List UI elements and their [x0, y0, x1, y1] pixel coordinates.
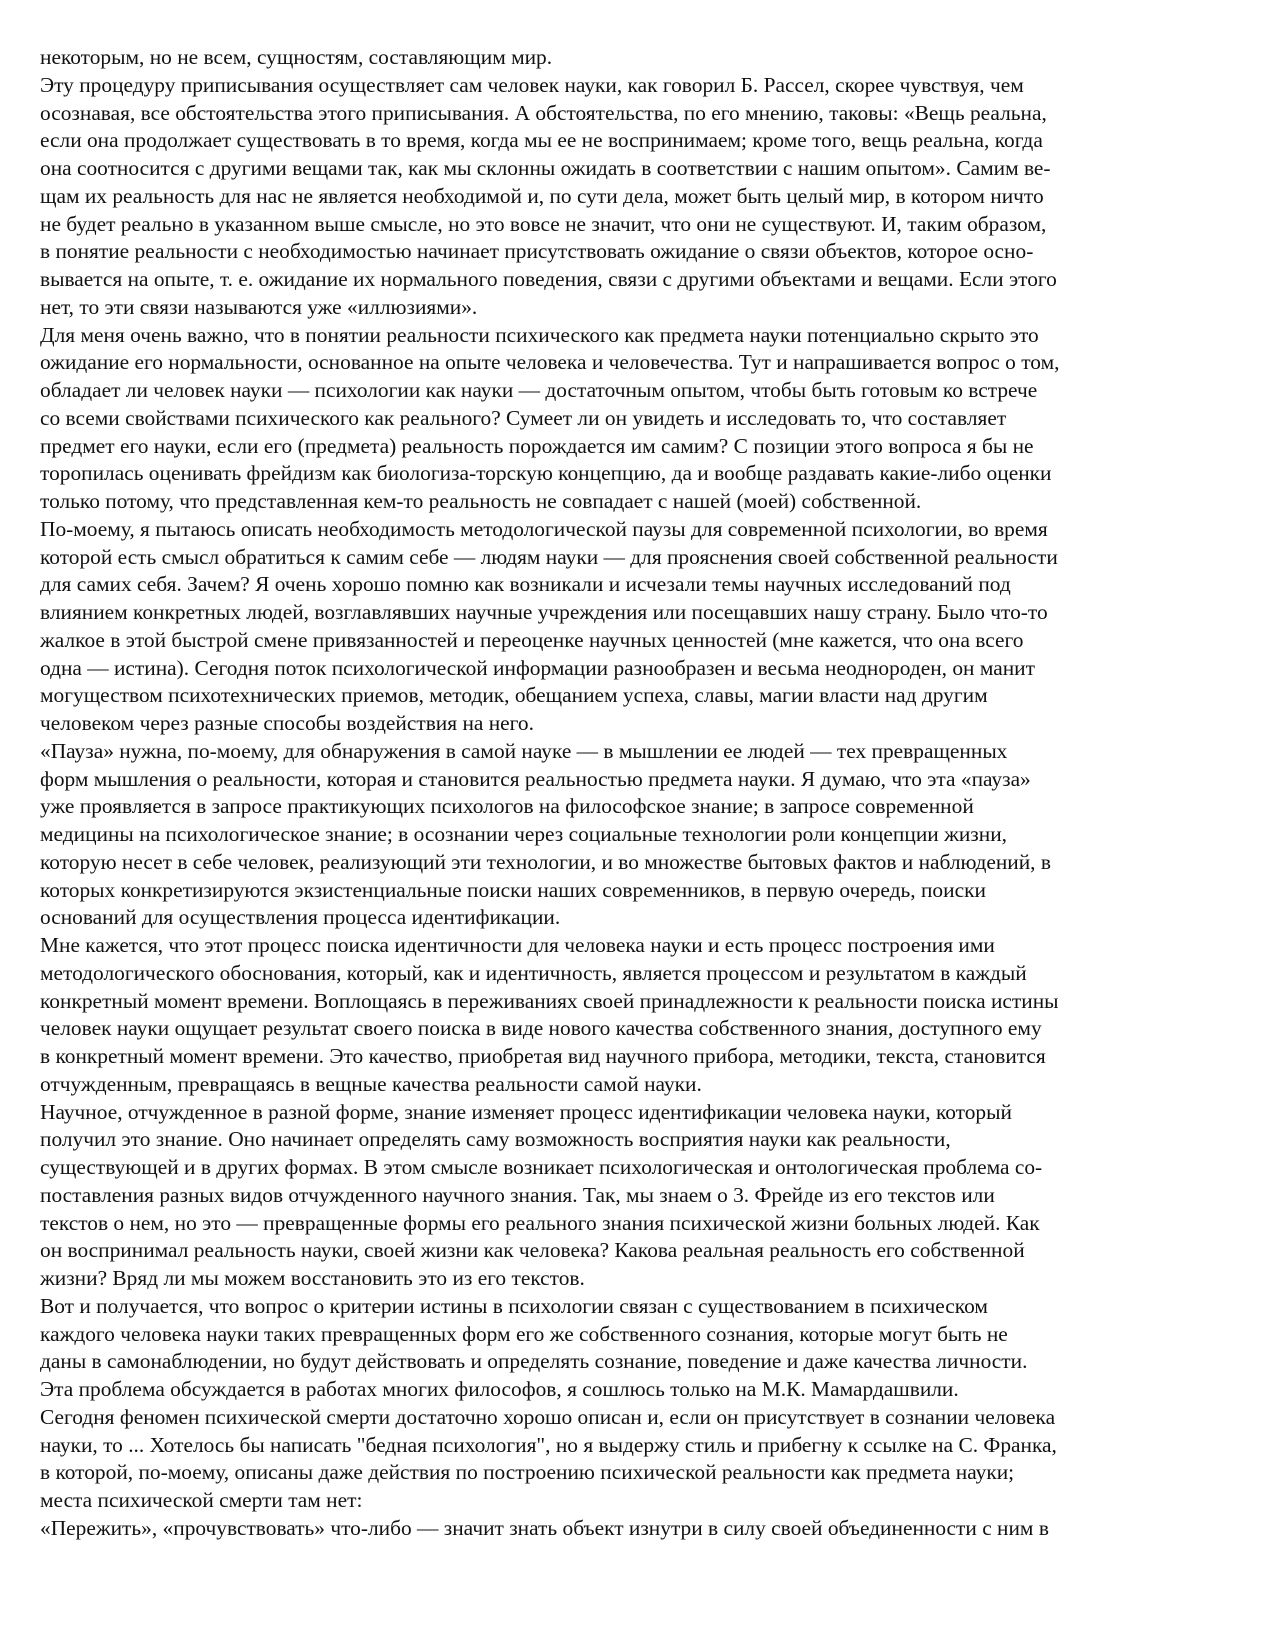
- document-page: [40, 44, 1240, 1543]
- paragraph-10: «Пережить», «прочувствовать» что-либо — значит знать объект изнутри в силу своей объединенности с ним в: [40, 1515, 1049, 1540]
- paragraph-3: Для меня очень важно, что в понятии реальности психического как предмета науки потенциально скрыто это ожидание его нормальности, основанное на опыте человека и человечества. Тут и напрашивается вопрос о том, обладает ли человек науки — психологии как науки — достаточным опытом, чтобы быть готовым ко встрече со всеми свойствами психического как реального? Сумеет ли он увидеть и исследовать то, что составляет предмет его науки, если его (предмета) реальность порождается им самим? С позиции этого вопроса я бы не торопилась оценивать фрейдизм как биологиза-торскую концепцию, да и вообще раздавать какие-либо оценки только потому, что представленная кем-то реальность не совпадает с нашей (моей) собственной.: [40, 322, 1060, 513]
- paragraph-9: Сегодня феномен психической смерти достаточно хорошо описан и, если он присутствует в сознании человека науки, то ... Хотелось бы написать "бедная психология", но я выдержу стиль и прибегну к ссылке на С. Франка, в которой, по-моему, описаны даже действия по построению психической реальности как предмета науки; места психической смерти там нет:: [40, 1404, 1057, 1512]
- paragraph-1: некоторым, но не всем, сущностям, составляющим мир.: [40, 45, 553, 69]
- paragraph-5: «Пауза» нужна, по-моему, для обнаружения в самой науке — в мышлении ее людей — тех превращенных форм мышления о реальности, которая и становится реальностью предмета науки. Я думаю, что эта «пауза» уже проявляется в запросе практикующих психологов на философское знание; в запросе современной медицины на психологическое знание; в осознании через социальные технологии роли концепции жизни, которую несет в себе человек, реализующий эти технологии, и во множестве бытовых фактов и наблюдений, в которых конкретизируются экзистенциальные поиски наших современников, в первую очередь, поиски оснований для осуществления процесса идентификации.: [40, 738, 1051, 930]
- paragraph-8: Вот и получается, что вопрос о критерии истины в психологии связан с существованием в психическом каждого человека науки таких превращенных форм его же собственного сознания, которые могут быть не даны в самонаблюдении, но будут действовать и определять сознание, поведение и даже качества личности. Эта проблема обсуждается в работах многих философов, я сошлюсь только на М.К. Мамардашвили.: [40, 1293, 1028, 1401]
- paragraph-7: Научное, отчужденное в разной форме, знание изменяет процесс идентификации человека науки, который получил это знание. Оно начинает определять саму возможность восприятия науки как реальности, существующей и в других формах. В этом смысле возникает психологическая и онтологическая проблема со- поставления разных видов отчужденного научного знания. Так, мы знаем о 3. Фрейде из его текстов или текстов о нем, но это — превращенные формы его реального знания психической жизни больных людей. Как он воспринимал реальность науки, своей жизни как человека? Какова реальная реальность его собственной жизни? Вряд ли мы можем восстановить это из его текстов.: [40, 1099, 1043, 1290]
- paragraph-4: По-моему, я пытаюсь описать необходимость методологической паузы для современной психологии, во время которой есть смысл обратиться к самим себе — людям науки — для прояснения своей собственной реальности для самих себя. Зачем? Я очень хорошо помню как возникали и исчезали темы научных исследований под влиянием конкретных людей, возглавлявших научные учреждения или посещавших нашу страну. Было что-то жалкое в этой быстрой смене привязанностей и переоценке научных ценностей (мне кажется, что она всего одна — истина). Сегодня поток психологической информации разнообразен и весьма неоднороден, он манит могуществом психотехнических приемов, методик, обещанием успеха, славы, магии власти над другим человеком через разные способы воздействия на него.: [40, 516, 1058, 735]
- paragraph-2: Эту процедуру приписывания осуществляет сам человек науки, как говорил Б. Рассел, скорее чувствуя, чем осознавая, все обстоятельства этого приписывания. А обстоятельства, по его мнению, таковы: «Вещь реальна, если она продолжает существовать в то время, когда мы ее не воспринимаем; кроме того, вещь реальна, когда она соотносится с другими вещами так, как мы склонны ожидать в соответствии с нашим опытом». Самим ве- щам их реальность для нас не является необходимой и, по сути дела, может быть целый мир, в котором ничто не будет реально в указанном выше смысле, но это вовсе не значит, что они не существуют. И, таким образом, в понятие реальности с необходимостью начинает присутствовать ожидание о связи объектов, которое осно- вывается на опыте, т. е. ожидание их нормального поведения, связи с другими объектами и вещами. Если этого нет, то эти связи называются уже «иллюзиями».: [40, 72, 1057, 319]
- paragraph-6: Мне кажется, что этот процесс поиска идентичности для человека науки и есть процесс построения ими методологического обоснования, который, как и идентичность, является процессом и результатом в каждый конкретный момент времени. Воплощаясь в переживаниях своей принадлежности к реальности поиска истины человек науки ощущает результат своего поиска в виде нового качества собственного знания, доступного ему в конкретный момент времени. Это качество, приобретая вид научного прибора, методики, текста, становится отчужденным, превращаясь в вещные качества реальности самой науки.: [40, 933, 1059, 1096]
